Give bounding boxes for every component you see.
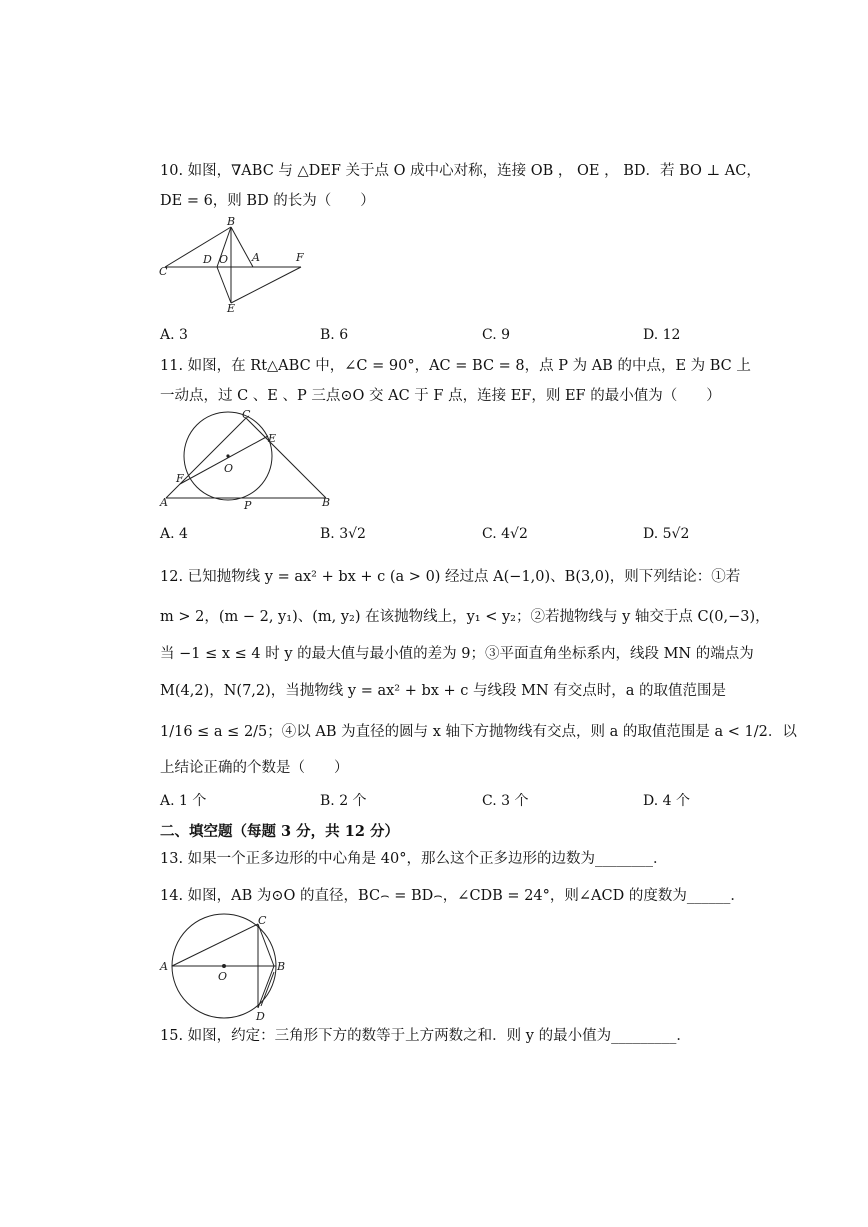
q10-label-o: O: [219, 253, 229, 266]
q10-figure: [155, 215, 315, 315]
q10-option-d[interactable]: D. 12: [643, 327, 681, 343]
q11-option-a[interactable]: A. 4: [160, 526, 188, 542]
q10-option-c[interactable]: C. 9: [482, 327, 511, 343]
q12-text-line5: 1/16 ≤ a ≤ 2/5；④以 AB 为直径的圆与 x 轴下方抛物线有交点，则 a 的取值范围是 a < 1/2．以: [160, 724, 797, 740]
q11-text-line1: 11. 如图，在 Rt△ABC 中，∠C = 90°，AC = BC = 8，点 P 为 AB 的中点，E 为 BC 上: [160, 358, 751, 374]
q11-text-line2: 一动点，过 C 、E 、P 三点⊙O 交 AC 于 F 点，连接 EF，则 EF 的最小值为（ ）: [160, 388, 721, 404]
q10-option-b[interactable]: B. 6: [320, 327, 349, 343]
section-fill-in-title: 二、填空题（每题 3 分，共 12 分）: [160, 823, 399, 840]
q11-figure: [158, 410, 338, 515]
q11-label-e: E: [268, 432, 277, 445]
q10-label-e: E: [227, 302, 236, 315]
q14-figure: [158, 912, 298, 1024]
q11-label-o: O: [224, 462, 234, 475]
q14-label-d: D: [256, 1010, 265, 1023]
q10-option-a[interactable]: A. 3: [160, 327, 188, 343]
q12-option-c[interactable]: C. 3 个: [482, 793, 529, 809]
q10-label-f: F: [296, 251, 304, 264]
q10-label-b: B: [227, 215, 236, 228]
q14-label-c: C: [258, 914, 267, 927]
q14-label-a: A: [160, 960, 168, 973]
q12-option-a[interactable]: A. 1 个: [160, 793, 207, 809]
q11-label-p: P: [244, 499, 252, 512]
q10-label-a: A: [252, 251, 260, 264]
q12-option-d[interactable]: D. 4 个: [643, 793, 690, 809]
q14-text: 14. 如图，AB 为⊙O 的直径，BC⌢ = BD⌢，∠CDB = 24°，则∠ACD 的度数为______．: [160, 888, 745, 904]
q11-label-b: B: [322, 496, 331, 509]
q10-label-d: D: [203, 253, 212, 266]
q12-text-line2: m > 2，(m − 2, y₁)、(m, y₂) 在该抛物线上，y₁ < y₂；②若抛物线与 y 轴交于点 C(0,−3)，: [160, 609, 770, 625]
q11-option-b[interactable]: B. 3√2: [320, 526, 366, 542]
q12-text-line4: M(4,2)，N(7,2)，当抛物线 y = ax² + bx + c 与线段 MN 有交点时，a 的取值范围是: [160, 683, 727, 699]
q11-label-f: F: [176, 472, 184, 485]
q12-text-line1: 12. 已知抛物线 y = ax² + bx + c (a > 0) 经过点 A(−1,0)、B(3,0)，则下列结论：①若: [160, 569, 741, 585]
q10-label-c: C: [159, 265, 168, 278]
q10-text-line2: DE = 6，则 BD 的长为（ ）: [160, 193, 375, 209]
q12-text-line3: 当 −1 ≤ x ≤ 4 时 y 的最大值与最小值的差为 9；③平面直角坐标系内，线段 MN 的端点为: [160, 646, 754, 662]
q11-label-a: A: [160, 496, 168, 509]
q14-label-o: O: [218, 970, 228, 983]
q13-text: 13. 如果一个正多边形的中心角是 40°，那么这个正多边形的边数为________．: [160, 851, 668, 867]
q14-label-b: B: [277, 960, 286, 973]
q11-option-d[interactable]: D. 5√2: [643, 526, 690, 542]
q11-option-c[interactable]: C. 4√2: [482, 526, 528, 542]
q10-text-line1: 10. 如图，∇ABC 与 △DEF 关于点 O 成中心对称，连接 OB ， OE ， BD．若 BO ⊥ AC，: [160, 163, 761, 179]
q11-label-c: C: [242, 410, 251, 421]
q12-text-line6: 上结论正确的个数是（ ）: [160, 760, 349, 776]
q12-option-b[interactable]: B. 2 个: [320, 793, 367, 809]
q15-text: 15. 如图，约定：三角形下方的数等于上方两数之和．则 y 的最小值为_________．: [160, 1028, 691, 1044]
